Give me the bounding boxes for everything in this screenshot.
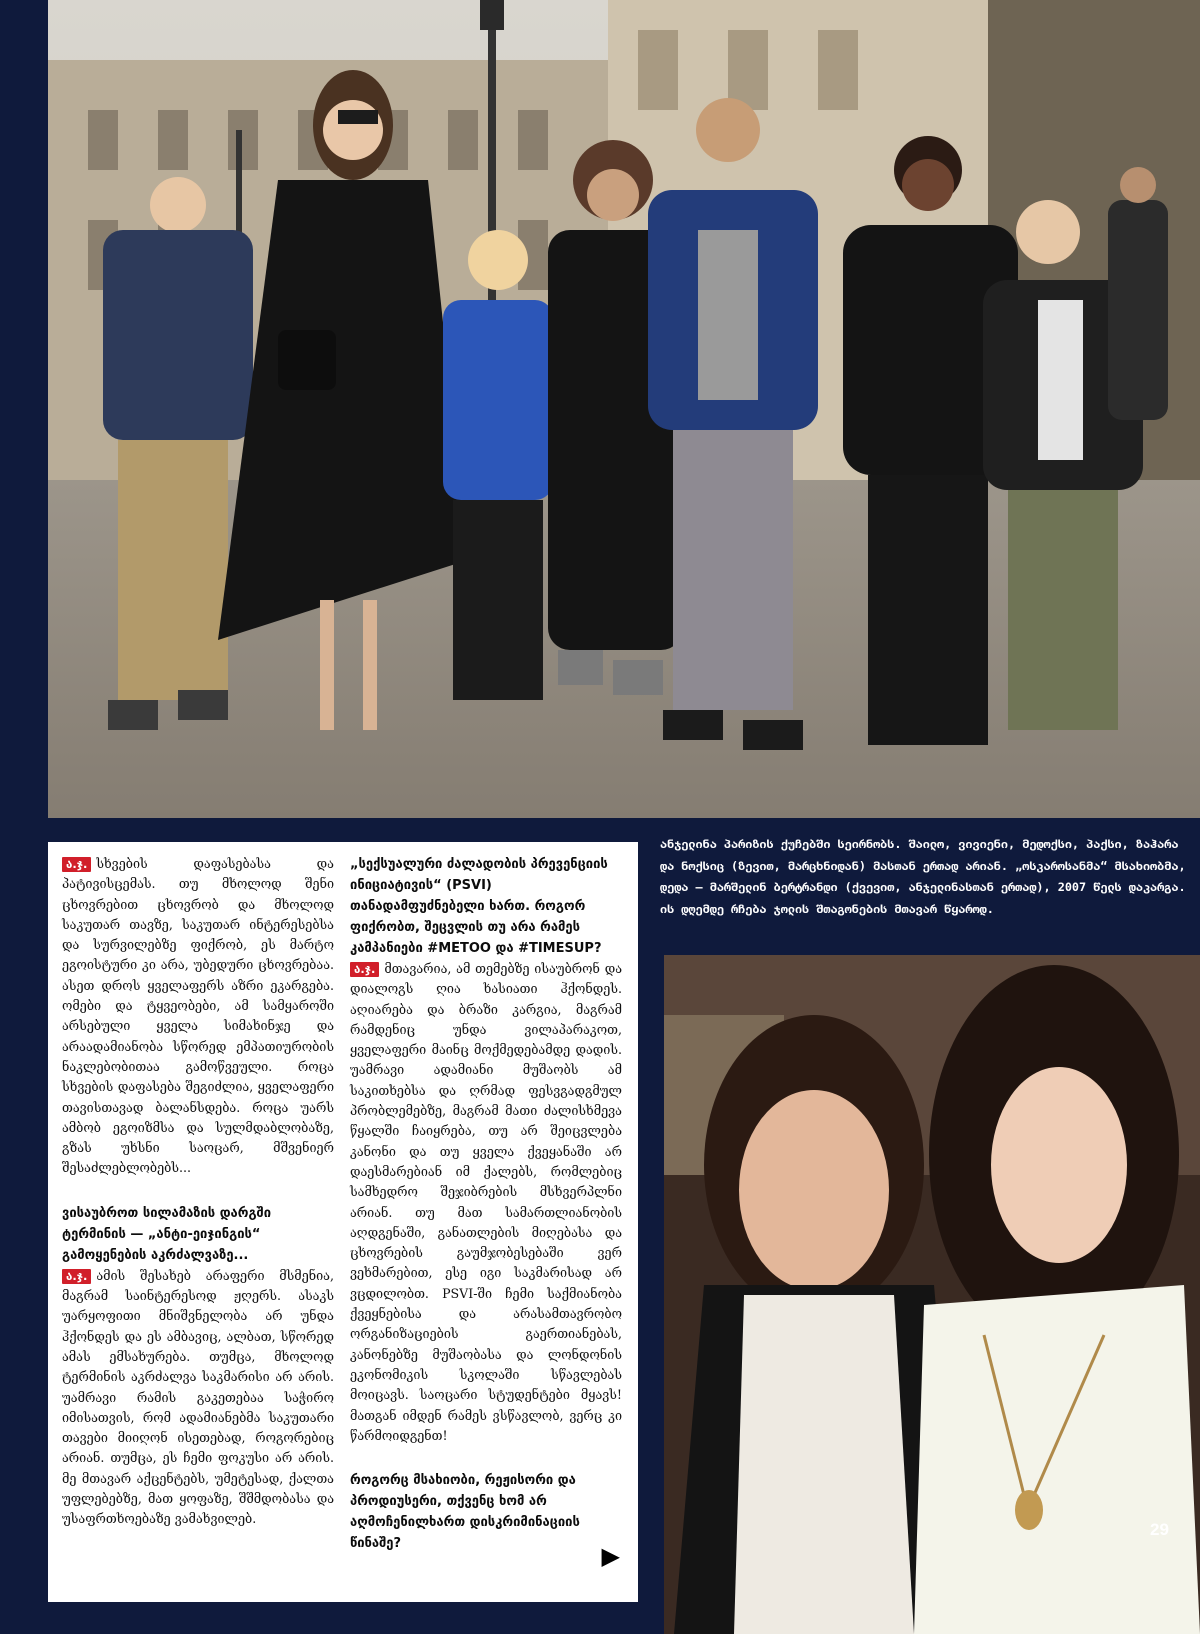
speaker-tag: ა.ჯ. (62, 1269, 91, 1284)
family-walking-illustration (48, 0, 1200, 818)
two-women-illustration (664, 955, 1200, 1634)
interview-question: „სექსუალური ძალადობის პრევენციის ინიციატივის“ (PSVI) თანადამფუძნებელი ხართ. როგორ ფიქრობთ, შეცვლის თუ არა რამეს კამპანიები #METOO და #TIMESUP? (350, 857, 608, 956)
interview-question: ვისაუბროთ სილამაზის დარგში ტერმინის — „ანტი-ეიჯინგის“ გამოყენების აკრძალვაზე... (62, 1205, 272, 1263)
photo-caption: ანჯელინა პარიზის ქუჩებში სეირნობს. შაილო, ვივიენი, მედოქსი, პაქსი, ზაჰარა და ნოქსიც (ზევით, მარცხნიდან) მასთან ერთად არიან. „ოსკაროსანმა“ მსახიობმა, დედა — მარშელინ ბერტრანდი (ქვევით, ანჯელინასთან ერთად), 2007 წელს დაკარგა. ის დღემდე რჩება ჯოლის შთაგონების მთავარ წყაროდ. (660, 837, 1186, 916)
answer-paragraph (350, 959, 622, 1446)
article-column-2 (350, 854, 622, 1592)
answer-paragraph (62, 854, 334, 1179)
speaker-tag: ა.ჯ. (62, 857, 91, 872)
article-column-1 (62, 854, 334, 1592)
interview-question: როგორც მსახიობი, რეჟისორი და პროდიუსერი, თქვენც ხომ არ აღმოჩენილხართ დისკრიმინაციის წინაშე? (350, 1473, 580, 1552)
speaker-tag: ა.ჯ. (350, 962, 379, 977)
continue-arrow-icon: ▶ (601, 1542, 620, 1570)
answer-paragraph (62, 1266, 334, 1530)
answer-text: სხვების დაფასებასა და პატივისცემას. თუ მხოლოდ შენი ცხოვრებით ცხოვრობ და მხოლოდ საკუთარ თავზე, საკუთარ ინტერესებსა და სურვილებზე ფიქრობ, ეს მარტო ეგოისტური კი არა, უბედური ცხოვრებაა. ასეთ დროს ყველაფერს აზრი ეკარგება. ომები და ტყვეობები, ამ სამყაროში არსებული ყველა სიმახინჯე და არაადამიანობა სწორედ ემპათიურობის ნაკლებობითაა გამოწვეული. როცა სხვების დაფასება შეგიძლია, ყველაფერი თავისთავად ბალანსდება. როცა უარს ამბობ ეგოიზმსა და სულმდაბლობაზე, გზას უხსნი საოცარ, მშვენიერ შესაძლებლობებს... (62, 856, 334, 1176)
bottom-photo-two-women (664, 955, 1200, 1634)
top-photo-family-walking (48, 0, 1200, 818)
page-number: 29 (1150, 1520, 1169, 1539)
answer-text: მთავარია, ამ თემებზე ისაუბრონ და დიალოგს ღია ხასიათი ჰქონდეს. აღიარება და ბრაზი კარგია, მაგრამ რამდენიც უნდა ვილაპარაკოთ, ყველაფერი მაინც მოქმედებამდე დადის. უამრავი ადამიანი მუშაობს ამ საკითხებსა და ღრმად ფესვგადგმულ პრობლემებზე, მაგრამ მათი ძალისხმევა წყალში ჩაიყრება, თუ არ შეიცვლება კანონი და თუ ყველა ქვეყანაში არ დაესმარებიან იმ ქალებს, რომლებიც სამხედრო შეჯიბრების მსხვერპლნი არიან. თუ მათ სამართლიანობის აღდგენაში, განათლების მიღებასა და ცხოვრების გაუმჯობესებაში ვერ ვეხმარებით, ესე იგი საკმარისად არ ვცდილობთ. PSVI-ში ჩემი საქმიანობა ქვეყნებისა და არასამთავრობო ორგანიზაციების გაერთიანებას, კანონებზე მუშაობასა და ლონდონის ეკონომიკის სკოლაში სწავლებას მოიცავს. საოცარი სტუდენტები მყავს! მათგან იმდენ რამეს ვსწავლობ, ვერც კი წარმოიდგენთ! (350, 961, 622, 1443)
answer-text: ამის შესახებ არაფერი მსმენია, მაგრამ საინტერესოდ ჟღერს. ასაკს უარყოფითი მნიშვნელობა არ უნდა ჰქონდეს და ეს ამბავიც, ალბათ, სწორედ ამას ემსახურება. თუმცა, მხოლოდ ტერმინის აკრძალვა საკმარისი არ არის. უამრავი რამის გაკეთებაა საჭირო იმისათვის, რომ ადამიანებმა საკუთარი თავები მიიღონ ისეთებად, როგორებიც არიან. თუმცა, ეს ჩემი ფოკუსი არ არის. მე მთავარ აქცენტებს, უმეტესად, ქალთა უფლებებზე, მათ ყოფაზე, შშმდობასა და უსაფრთხოებაზე ვამახვილებ. (62, 1267, 334, 1527)
article-text-box (48, 842, 638, 1602)
